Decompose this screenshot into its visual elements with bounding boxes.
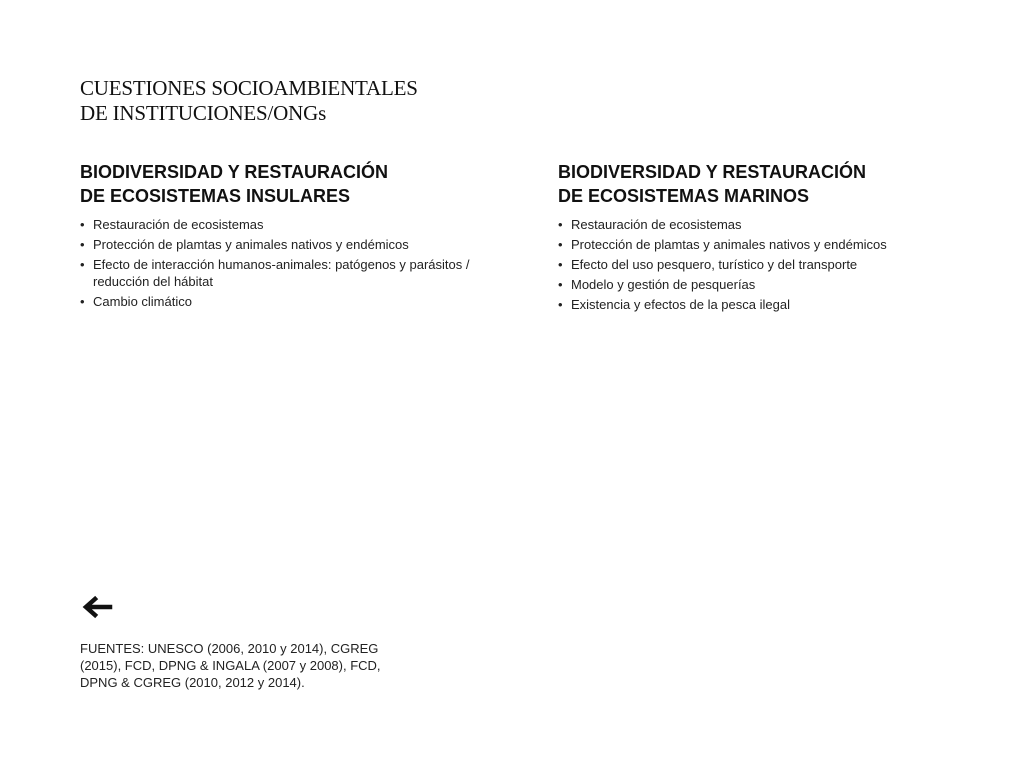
list-item-text: Cambio climático [93,294,192,309]
list-item [558,296,978,313]
list-item-text: Modelo y gestión de pesquerías [571,277,756,292]
insular-issues-list [80,216,480,310]
marine-issues-list [558,216,978,313]
marine-heading-line-1: BIODIVERSIDAD Y RESTAURACIÓN [558,162,867,182]
insular-heading-line-2: DE ECOSISTEMAS INSULARES [80,186,351,206]
list-item [558,236,978,253]
list-item-text: Restauración de ecosistemas [571,217,742,232]
list-item-text: Protección de plamtas y animales nativos y endémicos [93,237,409,252]
insular-ecosystems-column [80,160,480,313]
list-item [80,236,480,253]
list-item [80,216,480,233]
list-item [558,276,978,293]
list-item [558,256,978,273]
back-button[interactable] [80,594,114,620]
bullet-icon: • [558,277,563,292]
insular-heading-line-1: BIODIVERSIDAD Y RESTAURACIÓN [80,162,389,182]
list-item [80,256,480,290]
bullet-icon: • [80,217,85,232]
list-item-text: Efecto del uso pesquero, turístico y del transporte [571,257,858,272]
list-item [80,293,480,310]
bullet-icon: • [558,297,563,312]
marine-heading-line-2: DE ECOSISTEMAS MARINOS [558,186,810,206]
page-title-line-1: CUESTIONES SOCIOAMBIENTALES [80,76,418,100]
page-title-line-2: DE INSTITUCIONES/ONGs [80,101,327,125]
list-item [558,216,978,233]
sources-note: FUENTES: UNESCO (2006, 2010 y 2014), CGREG (2015), FCD, DPNG & INGALA (2007 y 2008), FCD, DPNG & CGREG (2010, 2012 y 2014). [80,641,381,690]
bullet-icon: • [558,237,563,252]
list-item-text: Efecto de interacción humanos-animales: patógenos y parásitos / reducción del hábitat [93,257,470,289]
list-item-text: Protección de plamtas y animales nativos y endémicos [571,237,887,252]
arrow-left-icon [80,594,114,620]
bullet-icon: • [558,257,563,272]
marine-ecosystems-column [558,160,978,316]
bullet-icon: • [80,257,85,272]
bullet-icon: • [80,294,85,309]
bullet-icon: • [558,217,563,232]
bullet-icon: • [80,237,85,252]
list-item-text: Existencia y efectos de la pesca ilegal [571,297,790,312]
list-item-text: Restauración de ecosistemas [93,217,264,232]
marine-column-heading [558,160,978,208]
page-title [80,76,418,126]
insular-column-heading [80,160,480,208]
